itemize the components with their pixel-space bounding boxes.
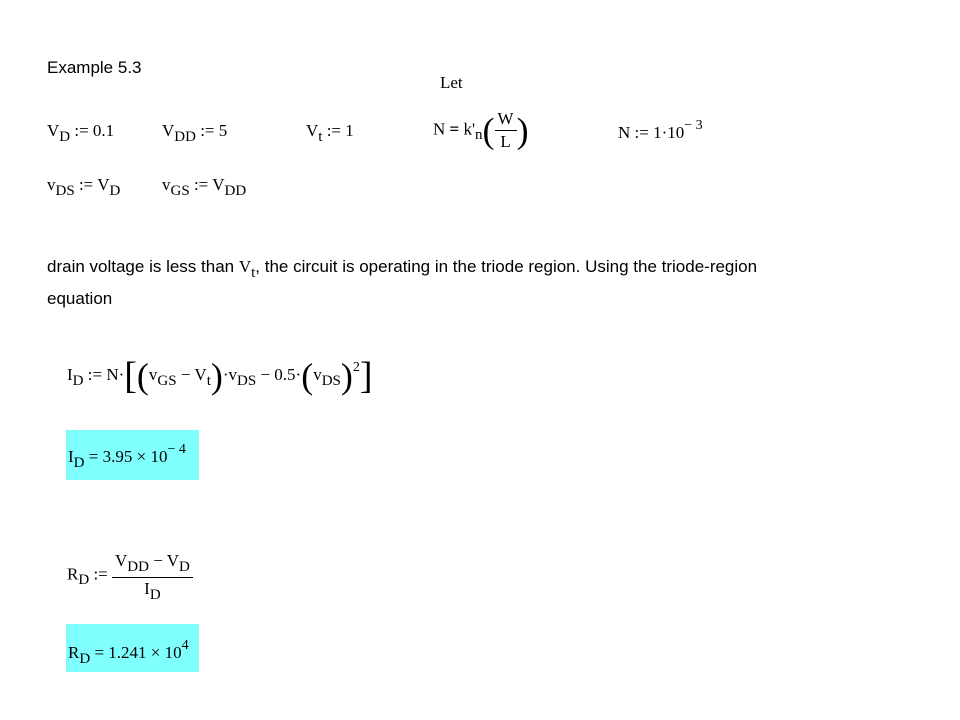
paragraph-line-1: drain voltage is less than Vt, the circuit is operating in the triode region. Using the triode-region [47, 257, 758, 281]
id-equation: ID := N·[(vGS − Vt)·vDS − 0.5·(vDS)$^2$] [67, 355, 373, 397]
vt-definition: Vt := 1 [306, 121, 354, 145]
rd-fraction: $\frac{\text{VDD − VD}}{ID}$ [112, 550, 193, 601]
example-title: Example 5.3 [47, 58, 142, 77]
id-result: ID = $3.95 \times 10^{- 4}$ [68, 442, 186, 471]
paragraph-line-2: equation [47, 289, 113, 308]
vdd-definition: VDD := 5 [162, 121, 228, 145]
rd-equation: RD := $\frac{\text{VDD − VD}}{ID}$ [67, 550, 193, 601]
right-paren: ) [516, 110, 529, 151]
rd-result: RD = $1.241 \times 10^4$ [68, 638, 189, 667]
let-label: Let [440, 73, 463, 92]
n-value: N := $1\cdot 10^{- 3}$ [618, 118, 703, 142]
n-definition: N = k'n( $\frac{W}{L}$ ) [433, 109, 529, 151]
w-over-l-fraction: $\frac{W}{L}$ [495, 108, 517, 153]
vgs-definition: vGS := VDD [162, 175, 247, 199]
vd-definition: VD := 0.1 [47, 121, 115, 145]
vds-definition: vDS := VD [47, 175, 121, 199]
left-paren: ( [482, 110, 495, 151]
